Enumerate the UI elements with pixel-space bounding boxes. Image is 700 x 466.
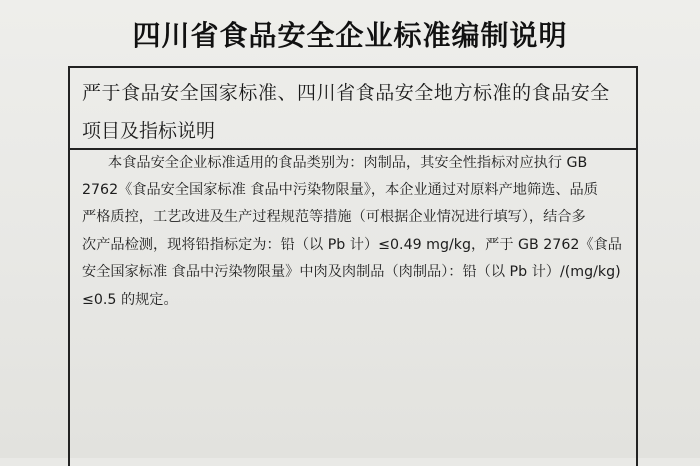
body-line-5: 安全国家标准 食品中污染物限量》中肉及肉制品（肉制品）：铅（以 Pb 计）/(mg/kg) (82, 264, 621, 280)
section-heading-line-1: 严于食品安全国家标准、四川省食品安全地方标准的食品安全 (82, 82, 610, 104)
document-title: 四川省食品安全企业标准编制说明 (132, 19, 568, 52)
body-line-6: ≤0.5 的规定。 (82, 292, 178, 308)
body-line-4: 次产品检测，现将铅指标定为：铅（以 Pb 计）≤0.49 mg/kg，严于 GB 2762《食品 (82, 237, 622, 253)
body-line-2: 2762《食品安全国家标准 食品中污染物限量》，本企业通过对原料产地筛选、品质 (82, 182, 598, 198)
form-table (68, 66, 638, 466)
section-heading-line-2: 项目及指标说明 (82, 120, 216, 142)
body-line-3: 严格质控，工艺改进及生产过程规范等措施（可根据企业情况进行填写），结合多 (82, 209, 586, 225)
section-heading-cell (70, 68, 636, 150)
body-line-1: 本食品安全企业标准适用的食品类别为：肉制品，其安全性指标对应执行 GB (108, 155, 588, 171)
